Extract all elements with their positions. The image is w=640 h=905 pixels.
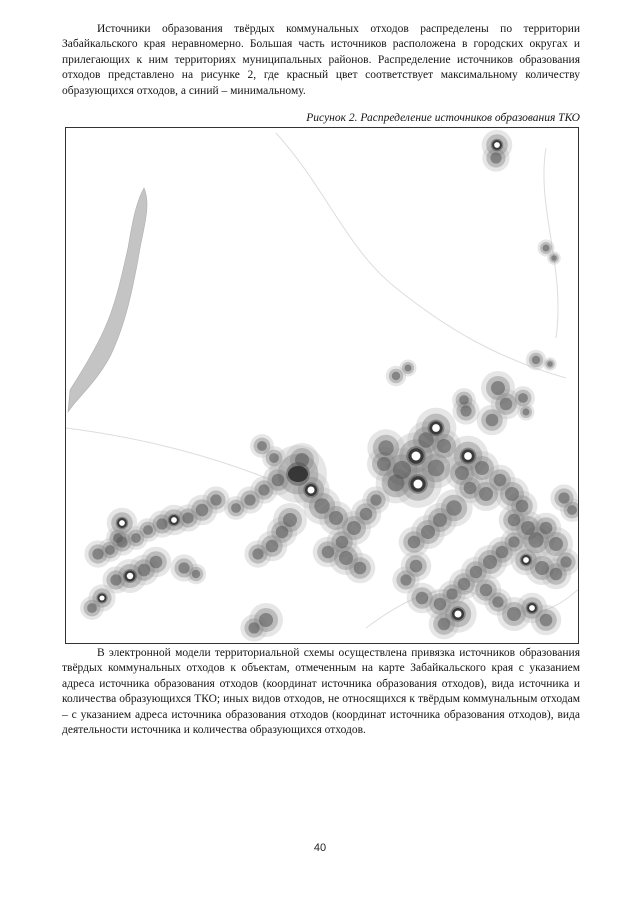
- figure-caption: Рисунок 2. Распределение источников образования ТКО: [306, 112, 580, 124]
- lake-shape: [68, 188, 147, 412]
- page-number: 40: [313, 842, 327, 854]
- heatmap-image: [66, 128, 579, 644]
- body-paragraph: В электронной модели территориальной схемы осуществлена привязка источников образования твёрдых коммунальных отходов к объектам, отмеченным на карте Забайкальского края с указанием адреса источника образования отходов (координат источника образования отходов), вида источника и количества образующихся ТКО; иных видов отходов, не относящихся к твёрдым коммунальным отходам – с указанием адреса источника образования отходов (координат источника образования отходов), вида деятельности источника и количества образующихся отходов.: [62, 647, 580, 737]
- intro-paragraph: Источники образования твёрдых коммунальных отходов распределены по территории Забайкальского края неравномерно. Большая часть источников расположена в городских округах и прилегающих к ним территориях муниципальных районов. Распределение источников образования отходов представлено на рисунке 2, где красный цвет соответствует максимальному количеству образующихся отходов, а синий – минимальному.: [62, 23, 580, 97]
- heatmap-figure: [65, 127, 579, 644]
